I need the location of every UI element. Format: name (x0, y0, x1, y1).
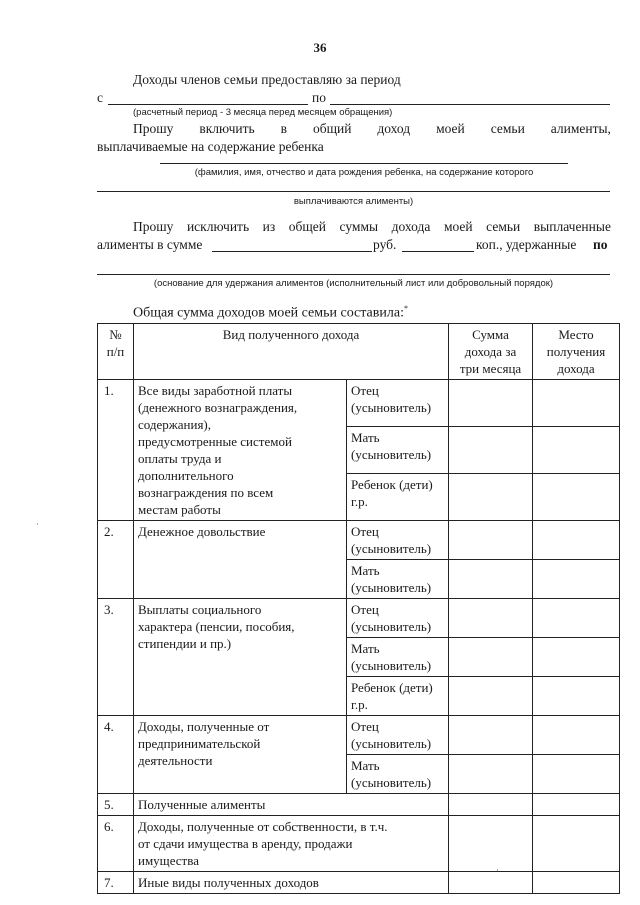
family-member-line: (усыновитель) (351, 541, 432, 556)
family-member-line: Мать (351, 563, 380, 578)
word: моей (443, 219, 473, 234)
income-type (134, 794, 449, 816)
income-type (134, 380, 347, 521)
income-sum-cell[interactable] (449, 474, 533, 521)
period-from-field[interactable] (108, 104, 308, 105)
income-type-line: деятельности (138, 753, 213, 768)
family-member-line: г.р. (351, 697, 368, 712)
family-member-line: (усыновитель) (351, 447, 432, 462)
income-place-cell[interactable] (533, 794, 620, 816)
exclude-sum-label: алименты в сумме (97, 237, 203, 252)
family-member-line: (усыновитель) (351, 658, 432, 673)
header-place-line: Место (558, 327, 594, 342)
header-sum-line: Сумма (472, 327, 509, 342)
income-type-line: оплаты труда и (138, 451, 222, 466)
family-member-line: Отец (351, 602, 379, 617)
income-place-cell[interactable] (533, 560, 620, 599)
income-type-line: Доходы, полученные от (138, 719, 270, 734)
word: суммы (339, 219, 379, 234)
row-number: 4. (98, 716, 134, 794)
family-member (347, 677, 449, 716)
exclude-note: (основание для удержания алиментов (исполнительный лист или добровольный порядок) (153, 278, 554, 289)
income-sum-cell[interactable] (449, 677, 533, 716)
family-member (347, 380, 449, 427)
family-member-line: Ребенок (дети) (351, 477, 433, 492)
income-type-line: местам работы (138, 502, 221, 517)
income-type-line: Иные виды полученных доходов (138, 875, 319, 890)
income-type (134, 872, 449, 894)
income-type-line: Все виды заработной платы (138, 383, 293, 398)
family-member-line: (усыновитель) (351, 775, 432, 790)
total-heading (133, 304, 408, 322)
income-sum-cell[interactable] (449, 872, 533, 894)
exclude-rub-field[interactable] (212, 251, 372, 252)
family-member-line: Отец (351, 524, 379, 539)
income-sum-cell[interactable] (449, 380, 533, 427)
header-num-line: п/п (106, 344, 125, 359)
word: семьи (490, 121, 525, 136)
exclude-kop-label: коп., удержанные (476, 237, 577, 252)
income-place-cell[interactable] (533, 716, 620, 755)
family-member-line: (усыновитель) (351, 400, 432, 415)
income-place-cell[interactable] (533, 755, 620, 794)
row-number: 1. (98, 380, 134, 521)
child-name-field-2[interactable] (97, 191, 610, 192)
total-heading-text: Общая сумма доходов моей семьи составила: (133, 305, 404, 321)
header-type: Вид полученного дохода (134, 324, 449, 380)
table-row (98, 816, 620, 872)
word: включить (199, 121, 255, 136)
income-type-line: содержания), (138, 417, 212, 432)
row-number: 7. (98, 872, 134, 894)
header-place-line: получения (546, 344, 606, 359)
header-sum (449, 324, 533, 380)
word: общий (312, 121, 352, 136)
income-type-line: Полученные алименты (138, 797, 266, 812)
scan-speck: · (36, 520, 39, 529)
income-type (134, 599, 347, 716)
income-place-cell[interactable] (533, 521, 620, 560)
word: доход (377, 121, 411, 136)
table-row (98, 872, 620, 894)
family-member-line: (усыновитель) (351, 619, 432, 634)
income-place-cell[interactable] (533, 816, 620, 872)
income-type-line: стипендии и пр.) (138, 636, 232, 651)
family-member (347, 716, 449, 755)
word: выплаченные (533, 219, 611, 234)
income-table (97, 323, 620, 894)
word: дохода (391, 219, 431, 234)
table-row (98, 599, 620, 638)
income-type (134, 816, 449, 872)
include-note1: (фамилия, имя, отчество и дата рождения ребенка, на содержание которого (194, 167, 534, 178)
income-type (134, 521, 347, 599)
period-from-label: с (97, 90, 103, 105)
family-member (347, 474, 449, 521)
family-member-line: Мать (351, 430, 380, 445)
page-number: 36 (313, 40, 327, 55)
income-place-cell[interactable] (533, 638, 620, 677)
header-num (98, 324, 134, 380)
period-intro: Доходы членов семьи предоставляю за период (133, 72, 401, 87)
family-member-line: Мать (351, 758, 380, 773)
family-member (347, 599, 449, 638)
word: исключить (186, 219, 250, 234)
income-place-cell[interactable] (533, 474, 620, 521)
word: из (262, 219, 276, 234)
income-sum-cell[interactable] (449, 599, 533, 638)
table-row (98, 716, 620, 755)
include-request-line1 (133, 121, 611, 137)
family-member-line: (усыновитель) (351, 580, 432, 595)
header-num-line: № (109, 327, 122, 342)
header-place-line: дохода (557, 361, 595, 376)
income-sum-cell[interactable] (449, 794, 533, 816)
family-member-line: г.р. (351, 494, 368, 509)
income-place-cell[interactable] (533, 380, 620, 427)
family-member (347, 521, 449, 560)
income-type-line: предпринимательской (138, 736, 261, 751)
row-number: 3. (98, 599, 134, 716)
income-type-line: (денежного вознаграждения, (138, 400, 298, 415)
income-sum-cell[interactable] (449, 816, 533, 872)
table-row (98, 380, 620, 427)
scan-speck: · (496, 866, 499, 875)
income-type-line: предусмотренные системой (138, 434, 292, 449)
income-type-line: Выплаты социального (138, 602, 262, 617)
family-member-line: (усыновитель) (351, 736, 432, 751)
header-sum-line: три месяца (459, 361, 522, 376)
income-type-line: дополнительного (138, 468, 234, 483)
income-sum-cell[interactable] (449, 560, 533, 599)
income-type (134, 716, 347, 794)
income-type-line: Денежное довольствие (138, 524, 266, 539)
period-note: (расчетный период - 3 месяца перед месяцем обращения) (133, 107, 393, 118)
income-place-cell[interactable] (533, 427, 620, 474)
footnote-mark: * (403, 304, 408, 313)
child-name-field[interactable] (160, 163, 568, 164)
income-type-line: имущества (138, 853, 199, 868)
exclude-rub-label: руб. (373, 237, 397, 252)
header-place (533, 324, 620, 380)
family-member-line: Мать (351, 641, 380, 656)
family-member-line: Ребенок (дети) (351, 680, 433, 695)
row-number: 2. (98, 521, 134, 599)
exclude-kop-field[interactable] (402, 251, 474, 252)
word: Прошу (133, 219, 174, 234)
word: Прошу (133, 121, 174, 136)
table-row (98, 794, 620, 816)
income-table-body (98, 380, 620, 894)
row-number: 5. (98, 794, 134, 816)
income-sum-cell[interactable] (449, 427, 533, 474)
word: в (280, 121, 287, 136)
period-to-label: по (312, 90, 326, 105)
income-sum-cell[interactable] (449, 755, 533, 794)
include-note2: выплачиваются алименты) (293, 196, 414, 207)
income-sum-cell[interactable] (449, 521, 533, 560)
income-place-cell[interactable] (533, 599, 620, 638)
income-type-line: от сдачи имущества в аренду, продажи (138, 836, 353, 851)
income-place-cell[interactable] (533, 677, 620, 716)
word: моей (436, 121, 465, 136)
family-member-line: Отец (351, 383, 379, 398)
word: алименты, (550, 121, 611, 136)
exclude-request-line1 (133, 219, 611, 235)
table-row (98, 521, 620, 560)
include-request-line2: выплачиваемые на содержание ребенка (97, 139, 324, 154)
word: семьи (486, 219, 521, 234)
word: общей (288, 219, 326, 234)
income-sum-cell[interactable] (449, 716, 533, 755)
family-member-line: Отец (351, 719, 379, 734)
family-member (347, 755, 449, 794)
period-to-field[interactable] (330, 104, 610, 105)
family-member (347, 560, 449, 599)
income-type-line: характера (пенсии, пособия, (138, 619, 295, 634)
family-member (347, 427, 449, 474)
row-number: 6. (98, 816, 134, 872)
income-type-line: Доходы, полученные от собственности, в т.ч. (138, 819, 388, 834)
table-header-row (98, 324, 620, 380)
family-member (347, 638, 449, 677)
income-sum-cell[interactable] (449, 638, 533, 677)
exclude-basis-field[interactable] (97, 274, 610, 275)
exclude-po-label: по (593, 237, 608, 252)
income-type-line: вознаграждения по всем (138, 485, 274, 500)
header-sum-line: дохода за (464, 344, 517, 359)
income-place-cell[interactable] (533, 872, 620, 894)
